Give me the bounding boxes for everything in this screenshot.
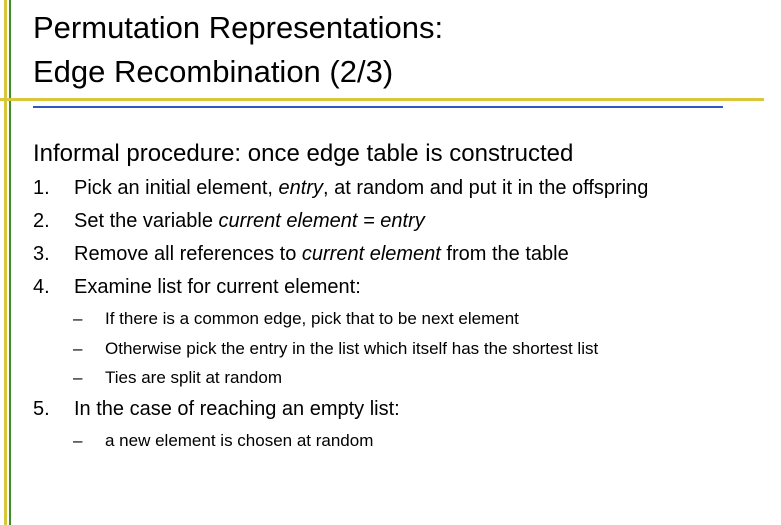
step-text-emphasis: entry <box>278 177 324 199</box>
title-gold-rule <box>0 98 764 101</box>
dash-bullet: – <box>73 368 83 387</box>
step-number: 1. <box>33 177 50 199</box>
slide-title-line-2: Edge Recombination (2/3) <box>33 54 394 89</box>
sub-item-text: If there is a common edge, pick that to be next element <box>105 309 519 328</box>
step-number: 3. <box>33 243 50 265</box>
lead-text: Informal procedure: once edge table is constructed <box>33 140 574 167</box>
step-number: 4. <box>33 276 50 298</box>
step-text-pre: Pick an initial element, <box>74 177 279 199</box>
step-text: In the case of reaching an empty list: <box>74 397 400 420</box>
step-2 <box>33 205 773 238</box>
step-number: 2. <box>33 210 50 232</box>
step-1 <box>33 172 773 205</box>
sub-item-text: Otherwise pick the entry in the list which itself has the shortest list <box>105 338 599 358</box>
step-5 <box>33 393 773 426</box>
step-text-post: , at random and put it in the offspring <box>323 177 649 199</box>
step-text-pre: Remove all references to <box>74 243 302 265</box>
step-3 <box>33 238 773 271</box>
sub-item <box>33 304 773 334</box>
slide-body <box>33 138 773 455</box>
dash-bullet: – <box>73 430 83 450</box>
left-green-rule <box>9 0 11 525</box>
title-blue-rule <box>33 106 723 108</box>
slide-title-line-1: Permutation Representations: <box>33 10 444 45</box>
step-text-post: from the table <box>440 243 569 265</box>
sub-item <box>33 426 773 456</box>
left-gold-rule <box>4 0 7 525</box>
sub-item-text: a new element is chosen at random <box>105 430 374 450</box>
step-text-emphasis: current element <box>301 243 441 265</box>
dash-bullet: – <box>73 338 83 358</box>
sub-item-text: Ties are split at random <box>105 368 282 387</box>
step-text: Examine list for current element: <box>74 276 361 298</box>
step-text-pre: Set the variable <box>74 210 219 232</box>
sub-item <box>33 363 773 393</box>
slide-title <box>33 6 443 94</box>
sub-item <box>33 334 773 364</box>
dash-bullet: – <box>73 309 83 328</box>
step-text-emphasis: current element = entry <box>218 210 425 232</box>
step-4 <box>33 271 773 304</box>
step-number: 5. <box>33 397 50 420</box>
